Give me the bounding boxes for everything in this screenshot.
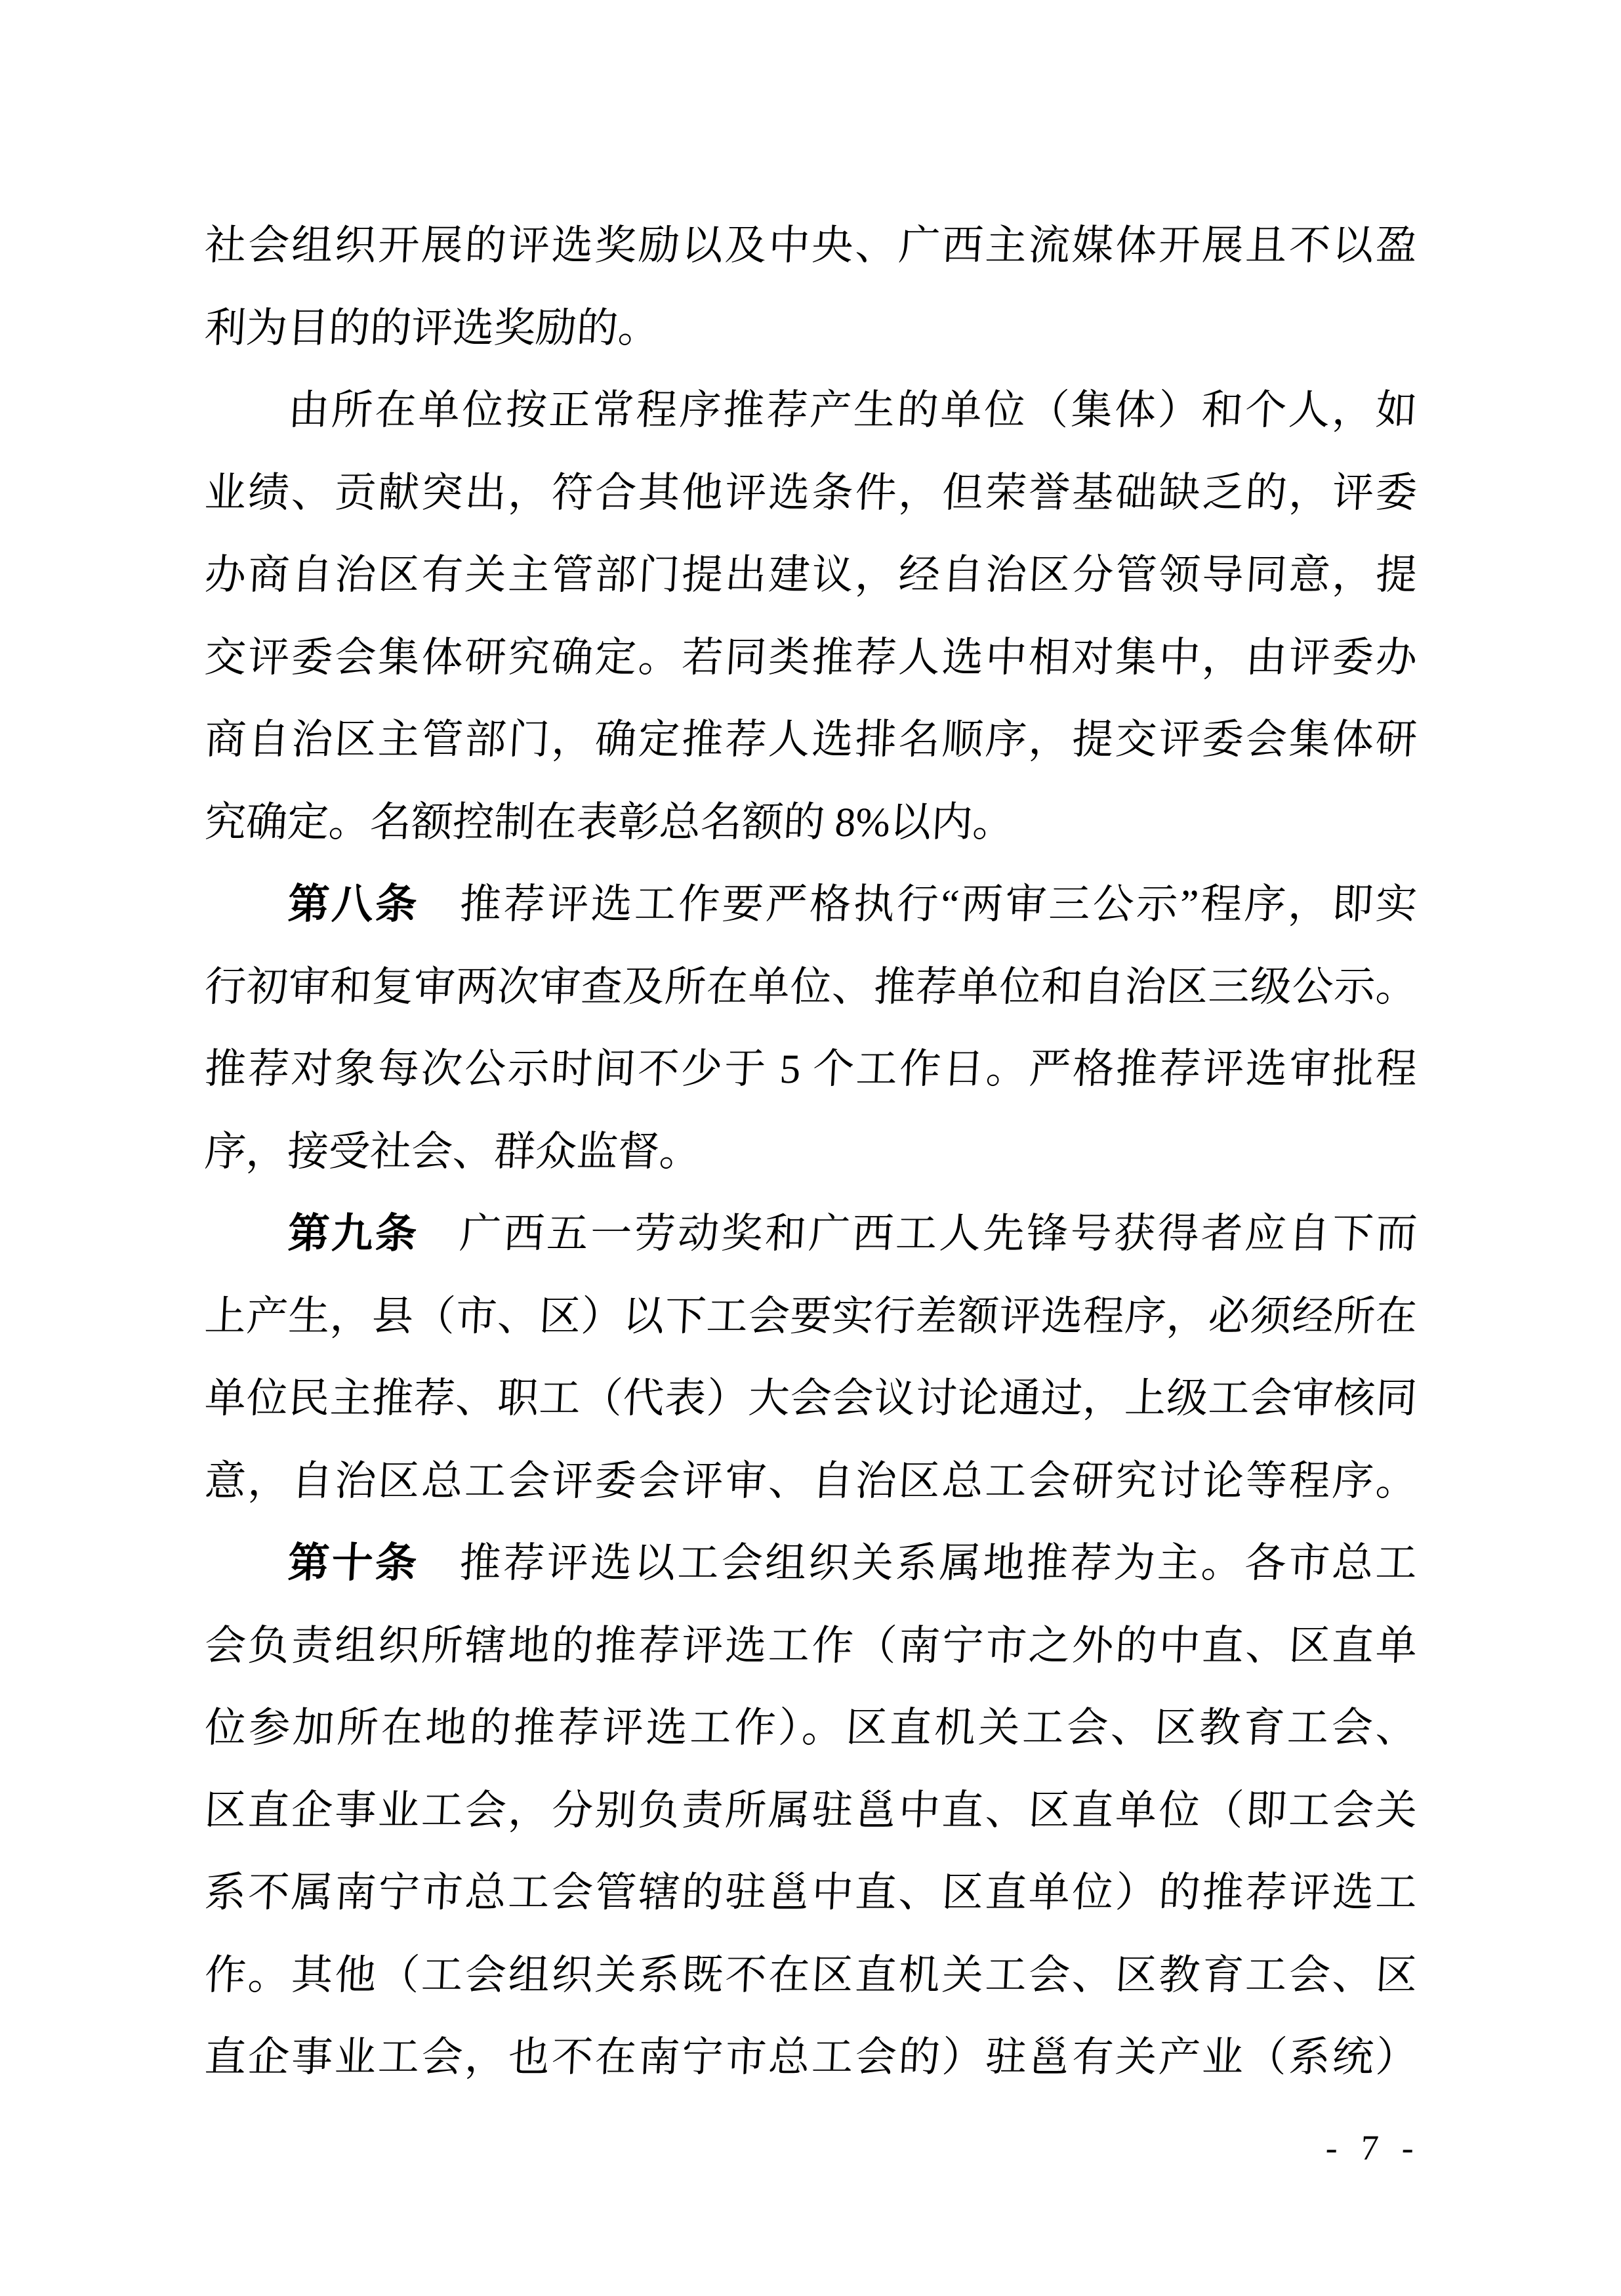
text-line: 上产生，县（市、区）以下工会要实行差额评选程序，必须经所在: [203, 1293, 1418, 1339]
page-number: - 7 -: [1324, 2128, 1422, 2167]
text-line: 商自治区主管部门，确定推荐人选排名顺序，提交评委会集体研: [203, 717, 1418, 762]
text-line: [203, 864, 1420, 946]
line-text: 推荐评选以工会组织关系属地推荐为主。各市总工: [458, 1540, 1418, 1586]
text-line: 推荐对象每次公示时间不少于 5 个工作日。严格推荐评选审批程: [203, 1046, 1418, 1092]
page-content: [205, 205, 1417, 2099]
article-10-number: 第十条: [287, 1540, 421, 1586]
paragraph-continuation: [205, 205, 1417, 369]
text-line: [203, 1522, 1420, 1605]
paragraph-recommendation-procedure: [205, 369, 1417, 864]
text-line: 系不属南宁市总工会管辖的驻邕中直、区直单位）的推荐评选工: [203, 1869, 1418, 1915]
text-line: 意，自治区总工会评委会评审、自治区总工会研究讨论等程序。: [203, 1457, 1418, 1504]
paragraph-article-9: [205, 1193, 1417, 1522]
line-text: 广西五一劳动奖和广西工人先锋号获得者应自下而: [458, 1211, 1418, 1257]
text-line: 会负责组织所辖地的推荐评选工作（南宁市之外的中直、区直单: [203, 1622, 1418, 1669]
text-line: 办商自治区有关主管部门提出建议，经自治区分管领导同意，提: [203, 552, 1418, 598]
text-line: 单位民主推荐、职工（代表）大会会议讨论通过，上级工会审核同: [203, 1375, 1418, 1421]
text-line: 社会组织开展的评选奖励以及中央、广西主流媒体开展且不以盈: [203, 222, 1418, 268]
text-line: [203, 1193, 1420, 1276]
article-9-number: 第九条: [287, 1211, 421, 1257]
paragraph-article-8: [205, 864, 1417, 1193]
text-line: 利为目的的评选奖励的。: [203, 304, 661, 351]
text-line: 业绩、贡献突出，符合其他评选条件，但荣誉基础缺乏的，评委: [203, 469, 1418, 516]
line-text: 推荐评选工作要严格执行“两审三公示”程序，即实: [459, 881, 1418, 927]
text-line: 作。其他（工会组织关系既不在区直机关工会、区教育工会、区: [203, 1952, 1418, 1998]
text-line: 序，接受社会、群众监督。: [203, 1128, 702, 1175]
article-8-number: 第八条: [287, 881, 421, 927]
text-line: 交评委会集体研究确定。若同类推荐人选中相对集中，由评委办: [203, 634, 1418, 680]
paragraph-article-10: [205, 1522, 1417, 2099]
text-line: 行初审和复审两次审查及所在单位、推荐单位和自治区三级公示。: [203, 963, 1418, 1010]
text-line: 区直企事业工会，分别负责所属驻邕中直、区直单位（即工会关: [203, 1787, 1418, 1833]
text-line: 直企事业工会，也不在南宁市总工会的）驻邕有关产业（系统）: [203, 2034, 1418, 2080]
text-line: 位参加所在地的推荐评选工作）。区直机关工会、区教育工会、: [203, 1705, 1418, 1751]
text-line: 由所在单位按正常程序推荐产生的单位（集体）和个人，如: [287, 387, 1418, 433]
text-line: 究确定。名额控制在表彰总名额的 8%以内。: [203, 799, 1016, 845]
